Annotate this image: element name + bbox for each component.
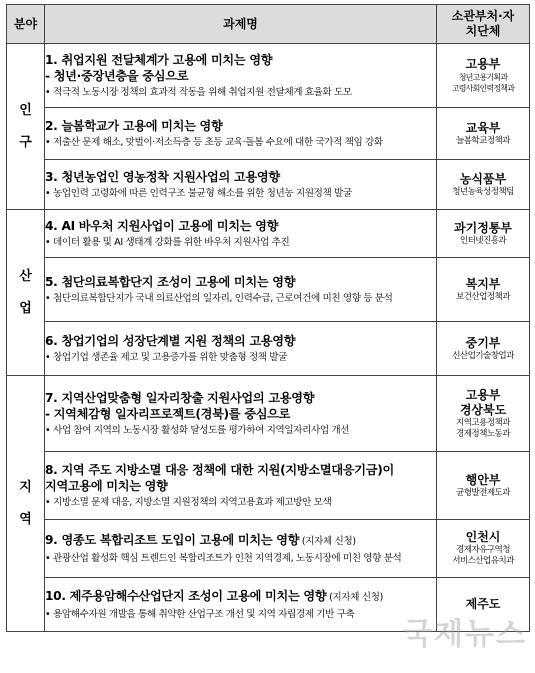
task-cell — [45, 322, 437, 376]
task-title: 5. 첨단의료복합단지 조성이 고용에 미치는 영향 — [45, 275, 296, 289]
dept-division: 청년농육성정책팀 — [452, 186, 514, 197]
table-row — [7, 258, 530, 322]
dept-cell — [437, 520, 530, 578]
dept-name: 고용부 경상북도 — [459, 387, 507, 417]
dept-cell — [437, 210, 530, 258]
task-desc: • 저출산 문제 해소, 맞벌이·저소득층 등 초등 교육·돌봄 수요에 대한 국가적 책임 강화 — [45, 137, 383, 148]
header-row — [7, 5, 530, 44]
dept-cell — [437, 376, 530, 452]
dept-division: 늘봄학교정책과 — [456, 135, 510, 146]
field-cell-population: 인 구 — [7, 44, 45, 210]
task-table — [6, 4, 530, 632]
task-desc: • 첨단의료복합단지가 국내 의료산업의 일자리, 인력수급, 근로여건에 미친 영향 등 분석 — [45, 293, 393, 304]
dept-division: 인터넷진흥과 — [459, 235, 507, 246]
task-desc: • 용암해수자원 개발을 통해 취약한 산업구조 개선 및 지역 자립경제 기반 구축 — [45, 609, 355, 620]
task-cell — [45, 578, 437, 632]
task-desc: • 적극적 노동시장 정책의 효과적 작동을 위해 취업지원 전달체계 효율화 도모 — [45, 87, 352, 98]
dept-division: 지역고용정책과 경제정책노동과 — [456, 417, 510, 439]
task-cell — [45, 258, 437, 322]
task-cell — [45, 108, 437, 160]
dept-name: 중기부 — [465, 335, 501, 350]
dept-name: 과기정통부 — [454, 220, 512, 235]
task-title: 2. 늘봄학교가 고용에 미치는 영향 — [45, 119, 223, 133]
table-row — [7, 376, 530, 452]
table-row — [7, 44, 530, 108]
table-row — [7, 160, 530, 210]
task-cell — [45, 452, 437, 520]
dept-division: 균형발전제도과 — [456, 487, 510, 498]
table-row — [7, 322, 530, 376]
task-desc: • 관광산업 활성화 핵심 트렌드인 복합리조트가 인천 지역경제, 노동시장에 미친 영향 분석 — [45, 553, 402, 564]
task-title: 6. 창업기업의 성장단계별 지원 정책의 고용영향 — [45, 334, 296, 348]
task-title: 9. 영종도 복합리조트 도입이 고용에 미치는 영향 (지자체 신청) — [45, 533, 356, 547]
dept-name: 고용부 — [465, 57, 501, 71]
task-cell — [45, 210, 437, 258]
header-task: 과제명 — [45, 5, 437, 44]
table-row — [7, 108, 530, 160]
task-desc: • 농업인력 고령화에 따른 인력구조 불균형 해소를 위한 청년농 지원정책 발굴 — [45, 188, 352, 199]
dept-division: 경제자유구역청 서비스산업유치과 — [452, 545, 514, 566]
task-cell — [45, 44, 437, 108]
dept-name: 제주도 — [465, 597, 501, 611]
dept-cell — [437, 160, 530, 210]
dept-cell — [437, 322, 530, 376]
dept-name: 농식품부 — [459, 171, 507, 186]
header-dept: 소관부처·자 치단체 — [437, 5, 530, 44]
header-field: 분야 — [7, 5, 45, 44]
task-note: (지자체 신청) — [299, 536, 356, 547]
dept-name: 행안부 — [465, 472, 501, 487]
dept-name: 교육부 — [465, 120, 501, 135]
dept-cell — [437, 108, 530, 160]
dept-division: 신산업기술창업과 — [452, 350, 514, 361]
dept-name: 인천시 — [465, 530, 501, 544]
dept-division: 보건산업정책과 — [456, 291, 510, 302]
dept-cell — [437, 258, 530, 322]
task-note: (지자체 신청) — [326, 592, 383, 603]
task-desc: • 지방소멸 문제 대응, 지방소멸 지원정책의 지역고용효과 제고방안 모색 — [45, 497, 332, 508]
table-row — [7, 210, 530, 258]
dept-cell — [437, 452, 530, 520]
task-cell — [45, 160, 437, 210]
task-cell — [45, 520, 437, 578]
task-title: 10. 제주용암해수산업단지 조성이 고용에 미치는 영향 (지자체 신청) — [45, 589, 383, 603]
task-desc: • 데이터 활용 및 AI 생태계 강화를 위한 바우처 지원사업 추진 — [45, 237, 290, 248]
task-title: 4. AI 바우처 지원사업이 고용에 미치는 영향 — [45, 219, 279, 233]
task-desc: • 사업 참여 지역의 노동시장 활성화 달성도를 평가하여 지역일자리사업 개선 — [45, 425, 350, 436]
task-cell — [45, 376, 437, 452]
dept-division: 청년고용기획과 고령사회인력정책과 — [451, 73, 515, 93]
dept-name: 복지부 — [465, 276, 501, 291]
task-title: 8. 지역 주도 지방소멸 대응 정책에 대한 지원(지방소멸대응기금)이 지역고용에 미치는 영향 — [45, 463, 394, 493]
watermark-logo: 국제뉴스 — [403, 617, 527, 652]
dept-cell — [437, 44, 530, 108]
table-row — [7, 520, 530, 578]
task-title: 3. 청년농업인 영농정착 지원사업의 고용영향 — [45, 170, 280, 184]
task-title: 7. 지역산업맞춤형 일자리창출 지원사업의 고용영향 - 지역체감형 일자리프로젝트(경북)를 중심으로 — [45, 391, 315, 421]
field-cell-industry: 산 업 — [7, 210, 45, 376]
table-row — [7, 452, 530, 520]
task-desc: • 창업기업 생존율 제고 및 고용증가를 위한 맞춤형 정책 발굴 — [45, 352, 288, 363]
task-title: 1. 취업지원 전달체계가 고용에 미치는 영향 - 청년·중장년층을 중심으로 — [45, 53, 273, 83]
field-cell-region: 지 역 — [7, 376, 45, 632]
